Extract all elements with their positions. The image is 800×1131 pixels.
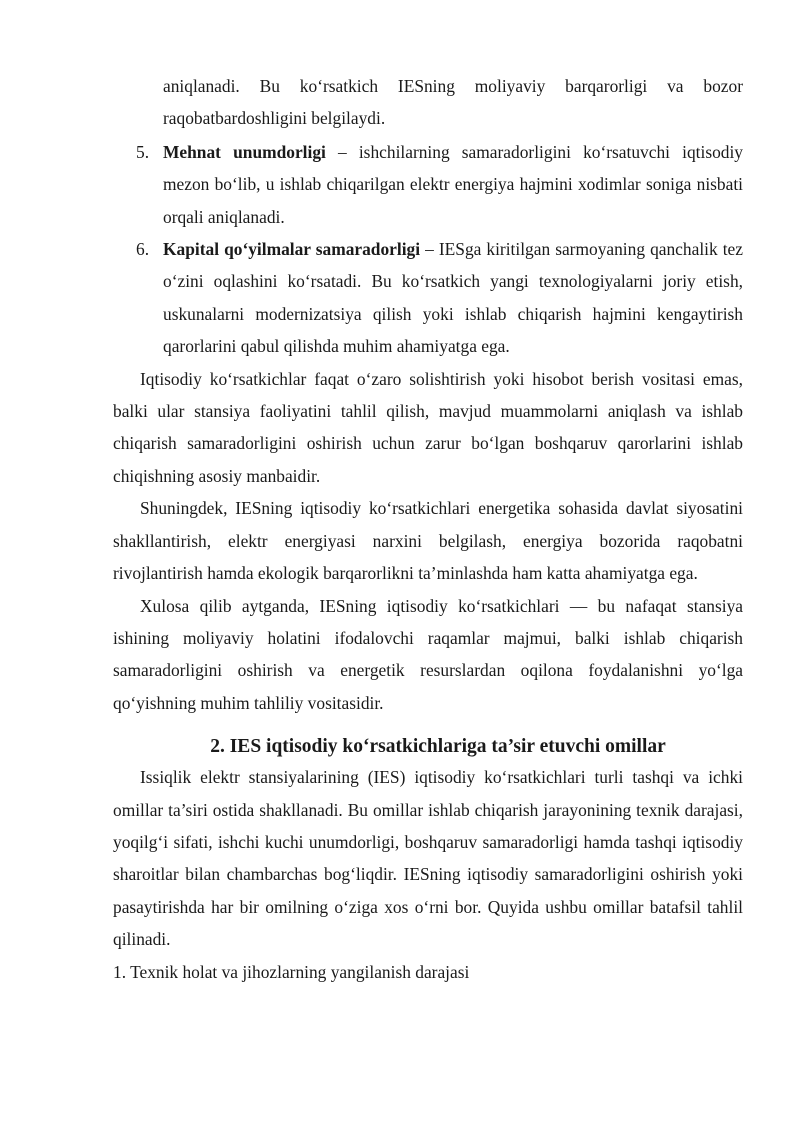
paragraph: Iqtisodiy ko‘rsatkichlar faqat o‘zaro solishtirish yoki hisobot berish vositasi emas, balki ular stansiya faoliyatini tahlil qilish, mavjud muammolarni aniqlash va ishlab chiqarish samaradorligini oshirish uchun zarur bo‘lgan boshqaruv qarorlarini ishlab chiqishning asosiy manbaidir. [113,368,743,486]
list-description: – IESga kiritilgan sarmoyaning qanchalik tez o‘zini oqlashini ko‘rsatadi. Bu ko‘rsatkich yangi texnologiyalarni joriy etish, uskunalarni modernizatsiya qilish yoki ishlab chiqarish hajmini kengaytirish qarorlarini qabul qilishda muhim ahamiyatga ega. [163,239,743,357]
list-term: Mehnat unumdorligi [163,141,326,162]
paragraph: Xulosa qilib aytganda, IESning iqtisodiy ko‘rsatkichlari — bu nafaqat stansiya ishining moliyaviy holatini ifodalovchi raqamlar majmui, balki ishlab chiqarish samaradorligini oshirish va energetik resurslardan oqilona foydalanishni yo‘lga qo‘yishning muhim tahliliy vositasidir. [113,595,743,713]
continued-list-text: aniqlanadi. Bu ko‘rsatkich IESning moliyaviy barqarorligi va bozor raqobatbardoshligini belgilaydi. [163,76,743,129]
list-item-6 [113,233,743,363]
list-number: 6. [136,239,150,260]
paragraph: Issiqlik elektr stansiyalarining (IES) iqtisodiy ko‘rsatkichlari turli tashqi va ichki omillar ta’siri ostida shakllanadi. Bu omillar ishlab chiqarish jarayonining texnik darajasi, yoqilg‘i sifati, ishchi kuchi unumdorligi, boshqaruv samaradorligi hamda tashqi iqtisodiy sharoitlar bilan chambarchas bog‘liqdir. IESning iqtisodiy samaradorligini oshirish yoki pasaytirishda har bir omilning o‘ziga xos o‘rni bor. Quyida ushbu omillar batafsil tahlil qilinadi. [113,767,743,950]
list-description: – ishchilarning samaradorligini ko‘rsatuvchi iqtisodiy mezon bo‘lib, u ishlab chiqarilgan elektr energiya hajmini xodimlar soniga nisbati orqali aniqlanadi. [163,141,744,227]
section-heading: 2. IES iqtisodiy ko‘rsatkichlariga ta’sir etuvchi omillar [210,736,666,758]
paragraph: Shuningdek, IESning iqtisodiy ko‘rsatkichlari energetika sohasida davlat siyosatini shakllantirish, elektr energiyasi narxini belgilash, energiya bozorida raqobatni rivojlantirish hamda ekologik barqarorlikni ta’minlashda ham katta ahamiyatga ega. [113,498,743,584]
page-content [113,70,743,988]
list-item-5 [113,136,743,233]
list-term: Kapital qo‘yilmalar samaradorligi [163,239,421,260]
subsection-line: 1. Texnik holat va jihozlarning yangilanish darajasi [113,961,470,982]
list-number: 5. [136,141,150,162]
